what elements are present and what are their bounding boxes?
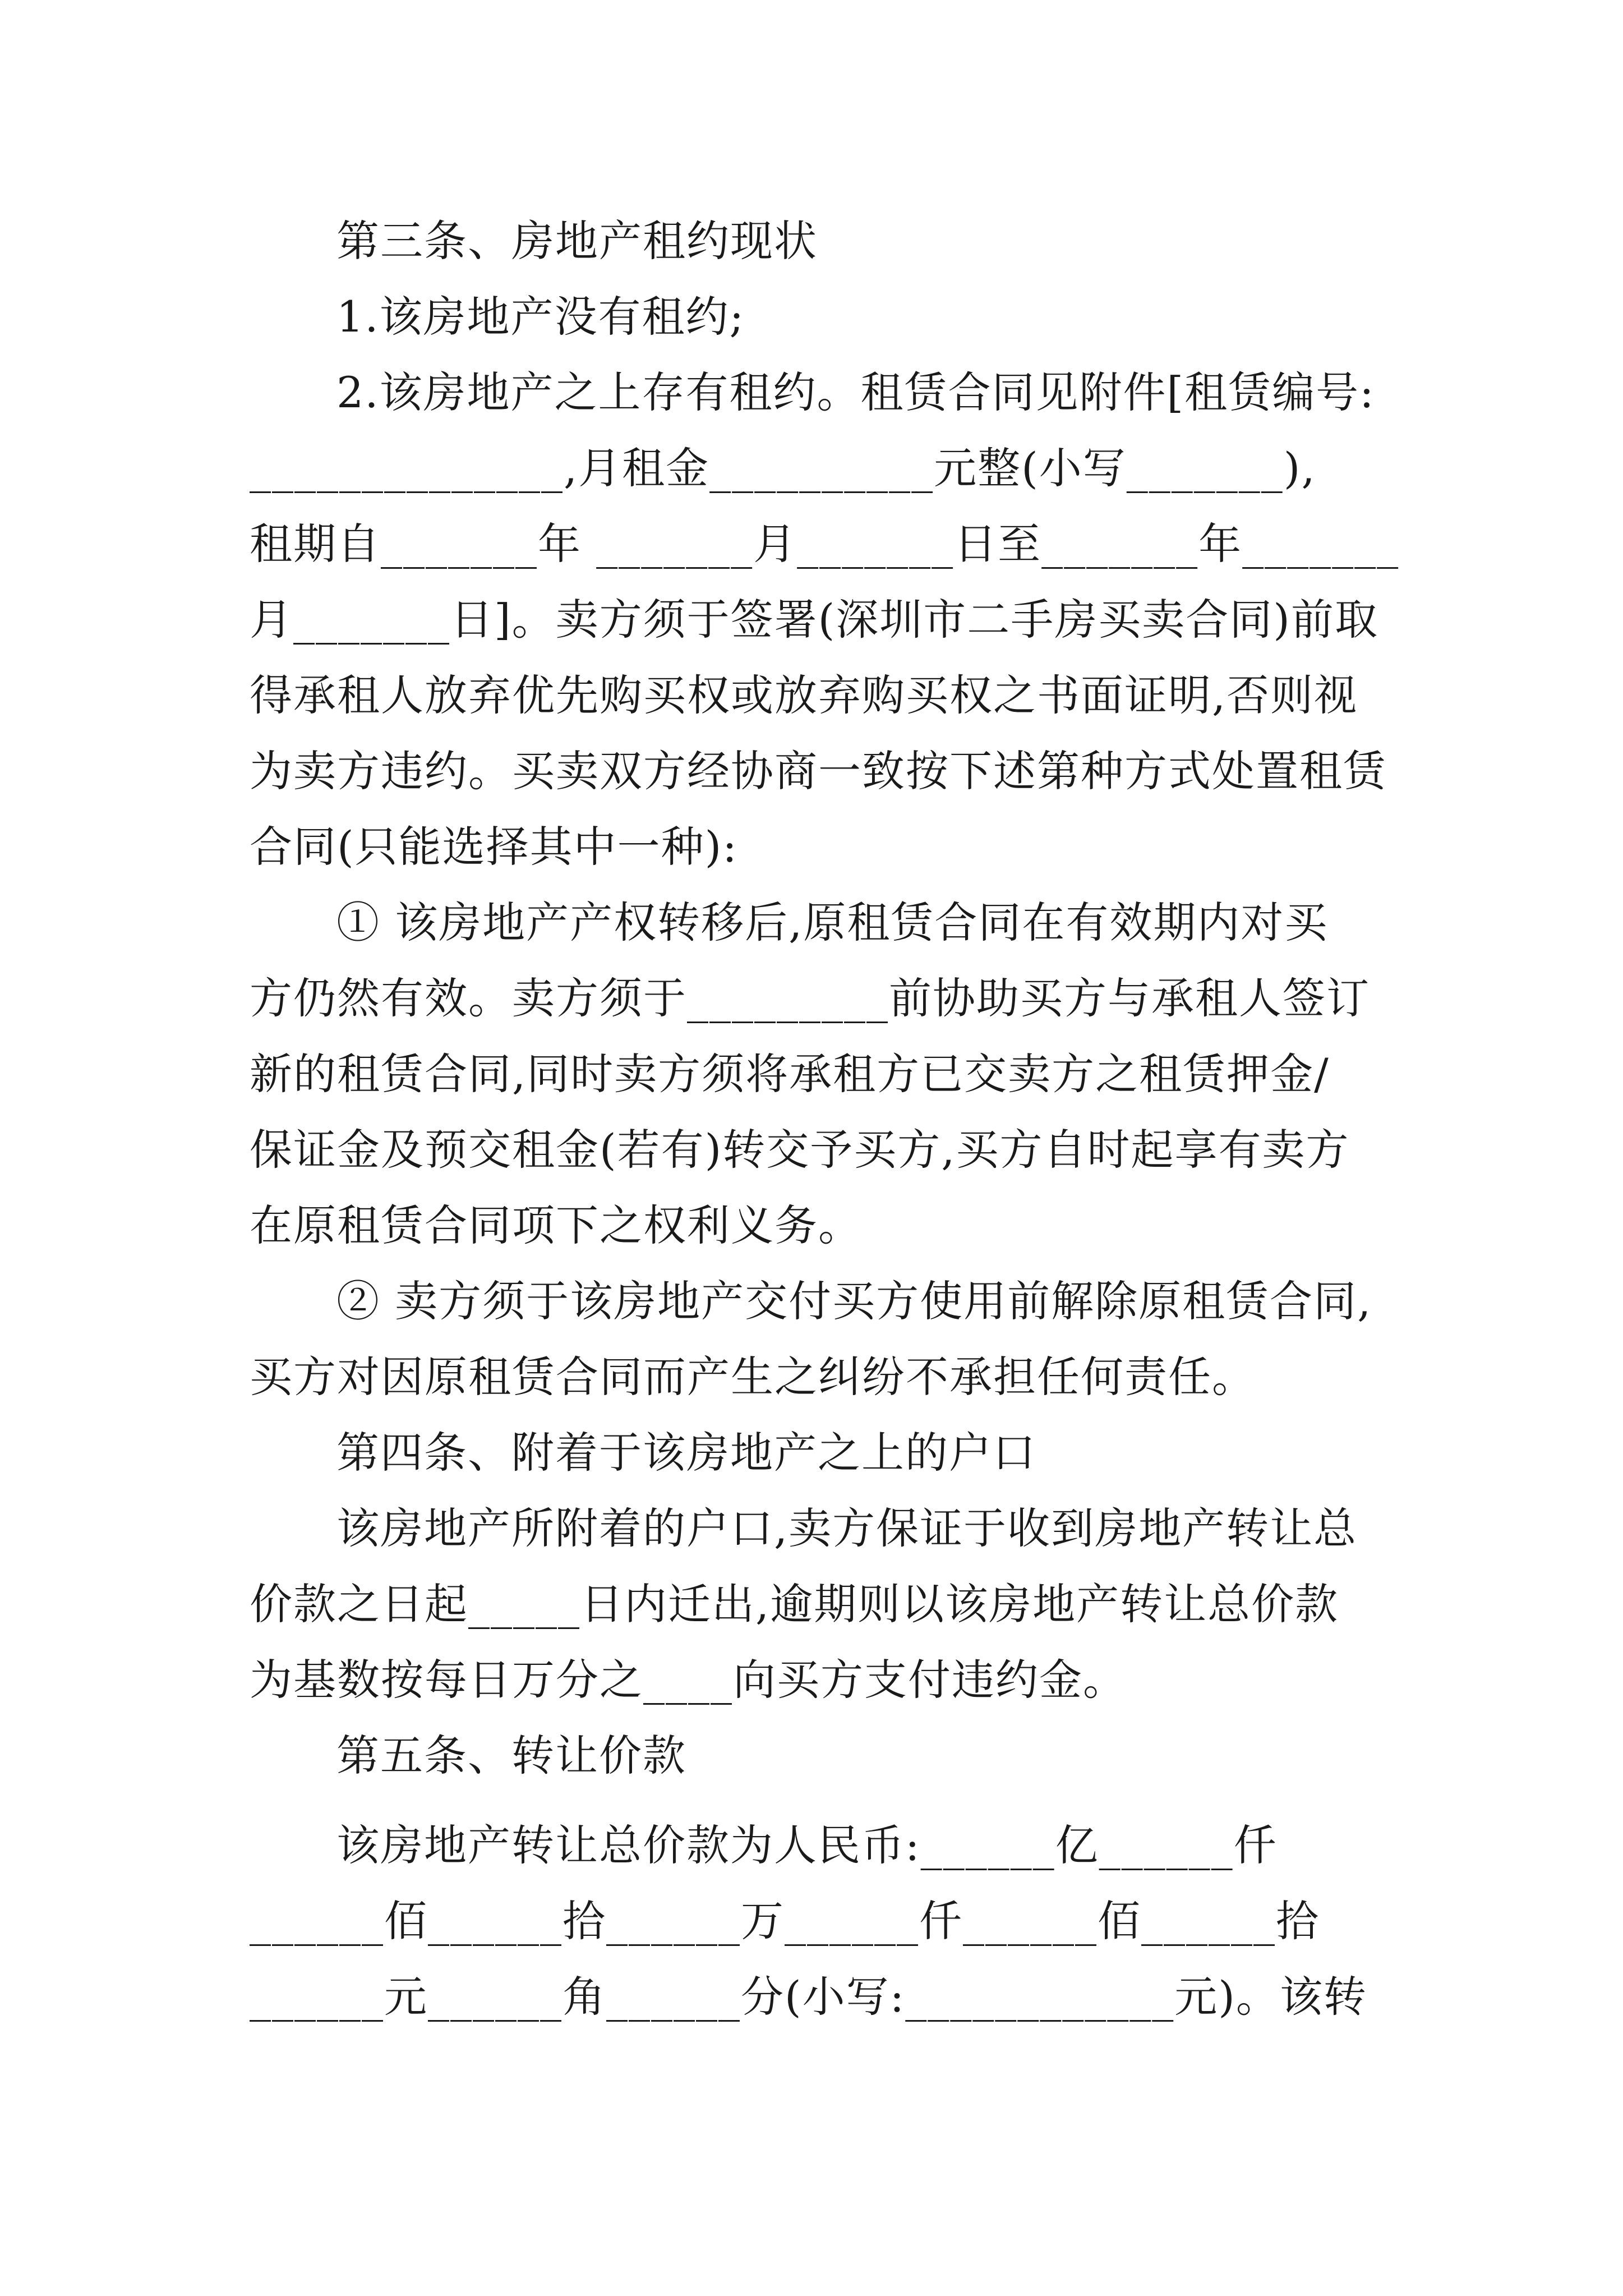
price-line: 该房地产转让总价款为人民币:______亿______仟 (336, 1820, 1278, 1870)
paragraph-line: 保证金及预交租金(若有)转交予买方,买方自时起享有卖方 (250, 1125, 1350, 1175)
paragraph-line: 在原租赁合同项下之权利义务。 (250, 1200, 862, 1250)
paragraph-line: 合同(只能选择其中一种): (250, 822, 738, 872)
paragraph-line: 为卖方违约。买卖双方经协商一致按下述第种方式处置租赁 (250, 746, 1387, 796)
price-blanks-line: ______元______角______分(小写:____________元)。该转 (250, 1972, 1367, 2022)
article-3-heading: 第三条、房地产租约现状 (336, 216, 818, 266)
paragraph-line: 该房地产所附着的户口,卖方保证于收到房地产转让总 (336, 1503, 1358, 1553)
option-2-line: ② 卖方须于该房地产交付买方使用前解除原租赁合同, (336, 1276, 1372, 1326)
paragraph-line: 价款之日起_____日内迁出,逾期则以该房地产转让总价款 (250, 1579, 1339, 1629)
paragraph-line: 得承租人放弃优先购买权或放弃购买权之书面证明,否则视 (250, 670, 1358, 720)
rent-blanks-line: ______________,月租金__________元整(小写_______), (250, 443, 1316, 493)
clause-1-text: 1.该房地产没有租约; (336, 292, 745, 342)
paragraph-line: 新的租赁合同,同时卖方须将承租方已交卖方之租赁押金/ (250, 1049, 1330, 1099)
article-4-heading: 第四条、附着于该房地产之上的户口 (336, 1428, 1036, 1478)
paragraph-line: 买方对因原租赁合同而产生之纠纷不承担任何责任。 (250, 1352, 1256, 1402)
option-1-line: ① 该房地产产权转移后,原租赁合同在有效期内对买 (336, 898, 1329, 947)
paragraph-line: 月_______日]。卖方须于签署(深圳市二手房买卖合同)前取 (250, 595, 1378, 645)
price-blanks-line: ______佰______拾______万______仟______佰______拾 (250, 1896, 1320, 1946)
article-5-heading: 第五条、转让价款 (336, 1731, 686, 1780)
clause-2-text-line: 2.该房地产之上存有租约。租赁合同见附件[租赁编号: (336, 367, 1375, 417)
paragraph-line: 方仍然有效。卖方须于_________前协助买方与承租人签订 (250, 973, 1370, 1023)
paragraph-line: 为基数按每日万分之____向买方支付违约金。 (250, 1655, 1127, 1705)
lease-term-line: 租期自_______年 _______月_______日至_______年_______ (250, 519, 1400, 569)
